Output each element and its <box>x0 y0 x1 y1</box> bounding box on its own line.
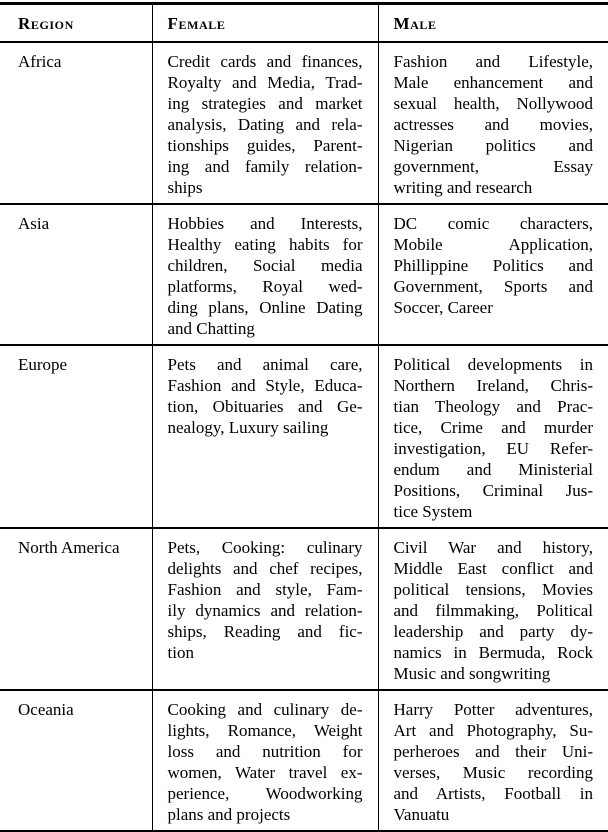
table-row-asia <box>0 204 608 345</box>
table-header <box>0 4 608 43</box>
male-topics-cell: Political developments in Northern Ireland, Chris- tian Theology and Prac- tice, Crime and murder investigation, EU Refer- endum and Ministerial Positions, Criminal Jus- tice System <box>378 345 608 528</box>
column-header-region: Region <box>0 4 152 43</box>
female-topics-cell: Cooking and culinary de- lights, Romance, Weight loss and nutrition for women, Water travel ex- perience, Woodworking plans and projects <box>152 690 378 832</box>
region-cell: North America <box>18 538 120 557</box>
region-gender-topics-table <box>0 2 608 832</box>
female-topics-cell: Pets and animal care, Fashion and Style, Educa- tion, Obituaries and Ge- nealogy, Luxury sailing <box>152 345 378 528</box>
female-topics-cell: Credit cards and finances, Royalty and Media, Trad- ing strategies and market analysis, Dating and rela- tionships guides, Parent- ing and family relation- ships <box>152 42 378 204</box>
table-row-north-america <box>0 528 608 690</box>
female-topics-cell: Pets, Cooking: culinary delights and chef recipes, Fashion and style, Fam- ily dynamics and relation- ships, Reading and fic- tion <box>152 528 378 690</box>
male-topics-cell: Civil War and history, Middle East conflict and political tensions, Movies and filmmaking, Political leadership and party dy- namics in Bermuda, Rock Music and songwriting <box>378 528 608 690</box>
region-cell: Asia <box>18 214 50 233</box>
region-cell: Europe <box>18 355 68 374</box>
table-row-europe <box>0 345 608 528</box>
male-topics-cell: DC comic characters, Mobile Application, Phillippine Politics and Government, Sports and Soccer, Career <box>378 204 608 345</box>
table-row-africa <box>0 42 608 204</box>
column-header-female: Female <box>152 4 378 43</box>
header-row <box>0 4 608 43</box>
region-cell: Africa <box>18 52 62 71</box>
table-row-oceania <box>0 690 608 832</box>
region-cell: Oceania <box>18 700 74 719</box>
male-topics-cell: Fashion and Lifestyle, Male enhancement and sexual health, Nollywood actresses and movies, Nigerian politics and government, Essay writing and research <box>378 42 608 204</box>
female-topics-cell: Hobbies and Interests, Healthy eating habits for children, Social media platforms, Royal wed- ding plans, Online Dating and Chatting <box>152 204 378 345</box>
table-body <box>0 42 608 832</box>
male-topics-cell: Harry Potter adventures, Art and Photography, Su- perheroes and their Uni- verses, Music recording and Artists, Football in Vanuatu <box>378 690 608 832</box>
column-header-male: Male <box>378 4 608 43</box>
